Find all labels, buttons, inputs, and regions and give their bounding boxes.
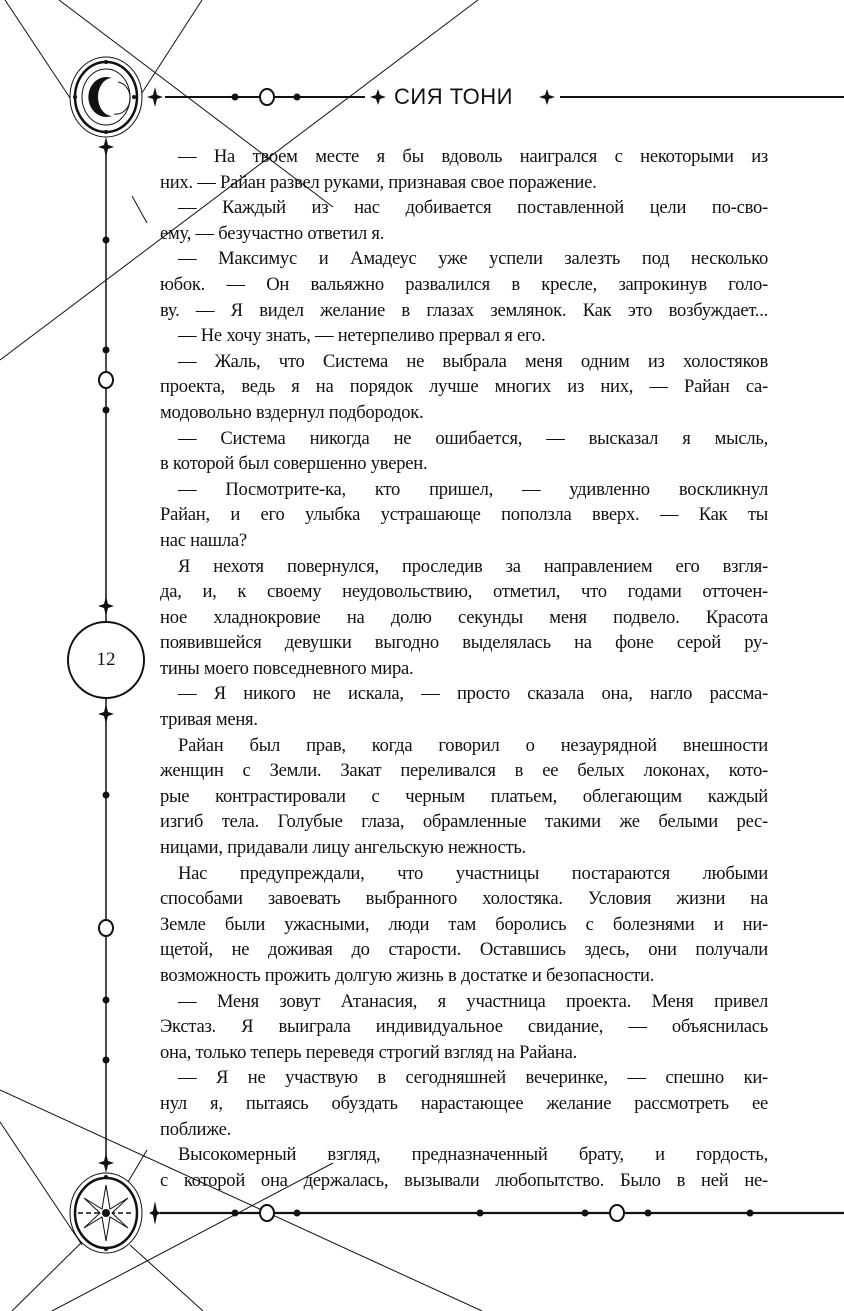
text-line: юбок. — Он вальяжно развалился в кресле, запрокинув голо- — [160, 273, 768, 295]
text-line: с которой она держалась, вызывали любопытство. Было в ней не- — [160, 1169, 768, 1191]
text-line: Земле были ужасными, люди там боролись с болезнями и ни- — [160, 913, 768, 935]
text-line: изгиб тела. Голубые глаза, обрамленные такими же белыми рес- — [160, 811, 768, 833]
text-line: ву. — Я видел желание в глазах землянок. Как это возбуждает... — [160, 299, 768, 321]
text-line: — На твоем месте я бы вдоволь наигрался с некоторыми из — [178, 146, 768, 167]
moon-medallion-icon — [70, 57, 142, 137]
text-line: нул я, пытаясь обуздать нарастающее желание рассмотреть ее — [160, 1092, 768, 1114]
running-header-author: СИЯ ТОНИ — [394, 84, 513, 109]
text-line: появившейся девушки выгодно выделялась на фоне серой ру- — [160, 632, 768, 654]
text-line: Райан был прав, когда говорил о незаурядной внешности — [178, 734, 768, 756]
text-line: — Я никого не искала, — просто сказала она, нагло рассма- — [178, 683, 768, 705]
text-line: — Максимус и Амадеус уже успели залезть под несколько — [178, 248, 768, 270]
text-line: Высокомерный взгляд, предназначенный брату, и гордость, — [178, 1144, 768, 1166]
text-line: ему, — безучастно ответил я. — [160, 222, 385, 244]
text-line: тины моего повседневного мира. — [160, 657, 414, 679]
text-line: — Посмотрите-ка, кто пришел, — удивленно воскликнул — [178, 478, 768, 500]
text-line: щетой, не доживая до старости. Оставшись здесь, они получали — [160, 939, 768, 961]
text-line: рые контрастировали с черным платьем, облегающим каждый — [160, 785, 768, 807]
text-line: — Каждый из нас добивается поставленной цели по-сво- — [178, 197, 768, 219]
text-line: модовольно вздернул подбородок. — [160, 401, 424, 423]
text-line: Экстаз. Я выиграла индивидуальное свидание, — объяснилась — [160, 1016, 768, 1038]
compass-medallion-icon — [70, 1173, 142, 1253]
text-line: поближе. — [160, 1118, 231, 1140]
text-line: ное хладнокровие на долю секунды меня подвело. Красота — [160, 606, 768, 628]
text-line: — Не хочу знать, — нетерпеливо прервал я его. — [178, 325, 546, 347]
text-line: Райан, и его улыбка устрашающе поползла вверх. — Как ты — [160, 504, 768, 526]
text-line: проекта, ведь я на порядок лучше многих из них, — Райан са- — [160, 376, 768, 398]
text-line: она, только теперь переведя строгий взгляд на Райана. — [160, 1041, 577, 1063]
text-line: да, и, к своему неудовольствию, отметил, что годами отточен- — [160, 581, 768, 603]
text-line: в которой был совершенно уверен. — [160, 453, 428, 475]
text-line: тривая меня. — [160, 709, 258, 731]
text-line: возможность прожить долгую жизнь в достатке и безопасности. — [160, 965, 655, 986]
text-line: нас нашла? — [160, 529, 247, 551]
text-line: женщин с Земли. Закат переливался в ее белых локонах, кото- — [160, 760, 768, 782]
text-line: Нас предупреждали, что участницы постараются любыми — [178, 862, 768, 884]
body-text — [160, 144, 768, 1193]
page-number: 12 — [96, 649, 116, 670]
text-line: способами завоевать выбранного холостяка. Условия жизни на — [160, 888, 768, 910]
text-line: — Я не участвую в сегодняшней вечеринке, — спешно ки- — [178, 1067, 768, 1089]
text-line: — Система никогда не ошибается, — высказал я мысль, — [178, 427, 768, 449]
text-line: них. — Райан развел руками, признавая свое поражение. — [160, 171, 597, 193]
text-line: — Меня зовут Атанасия, я участница проекта. Меня привел — [178, 990, 768, 1012]
text-line: ницами, придавали лицу ангельскую нежность. — [160, 837, 526, 859]
text-line: — Жаль, что Система не выбрала меня одним из холостяков — [178, 350, 768, 372]
text-line: Я нехотя повернулся, проследив за направлением его взгля- — [178, 555, 768, 577]
